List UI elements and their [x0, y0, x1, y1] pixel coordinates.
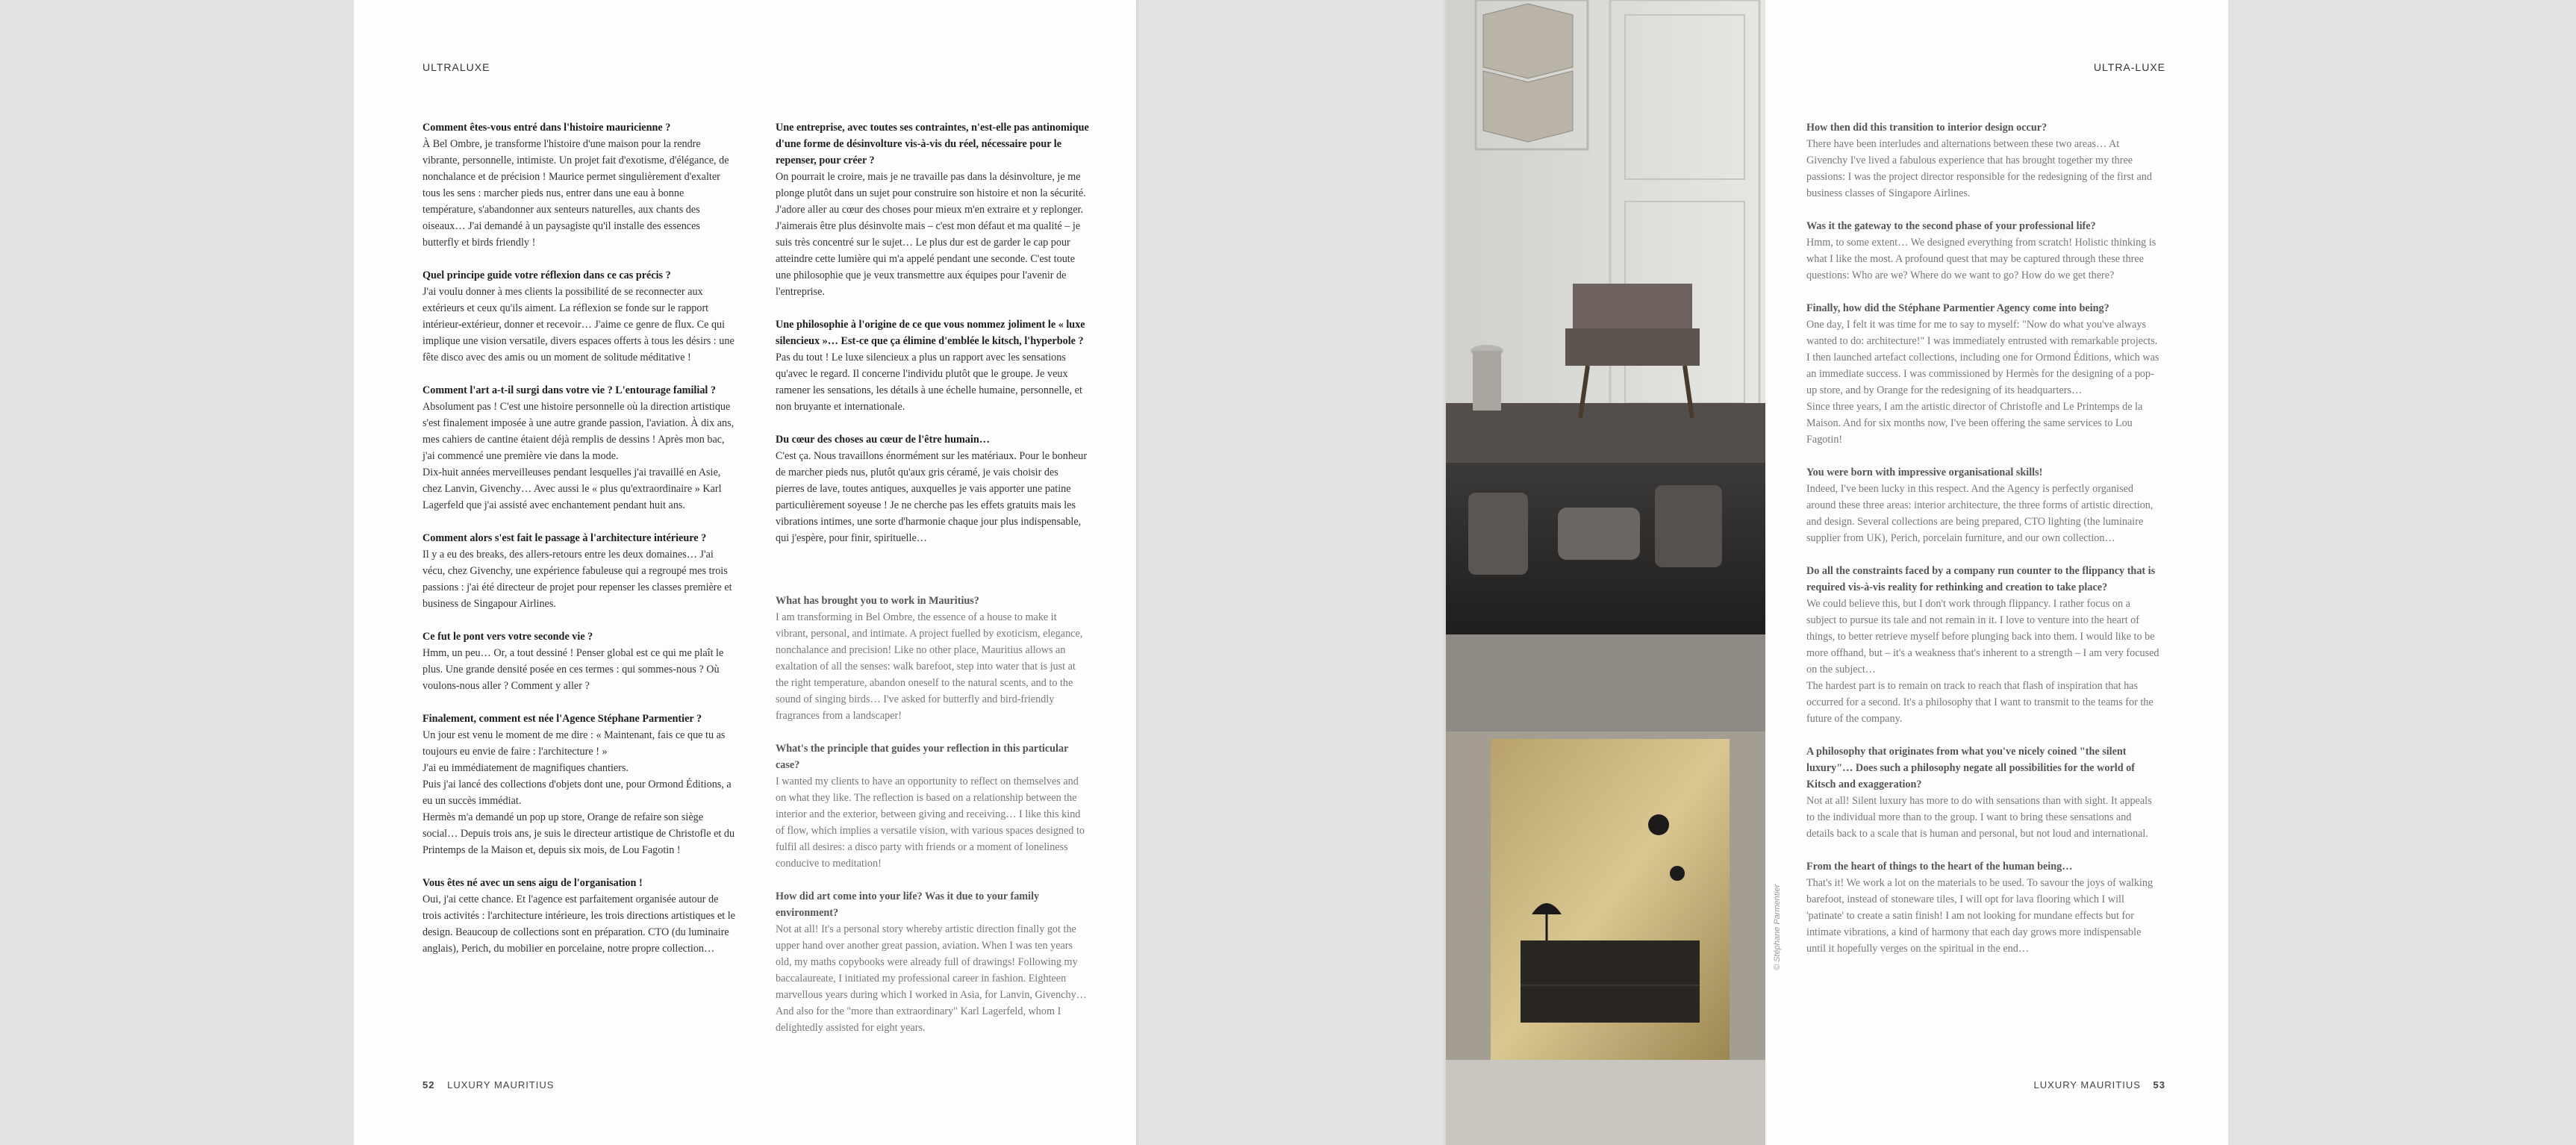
interview-block [1806, 300, 2161, 448]
interview-question: You were born with impressive organisational skills! [1806, 467, 2043, 478]
interview-block [776, 888, 1089, 1036]
interview-answer: Not at all! Silent luxury has more to do with sensations than with sight. It appeals to the individual more than to the group. I want to bring these sensations and details back to a scale that is human and personal, but not loud and international. [1806, 795, 2152, 840]
interview-block [1806, 464, 2161, 546]
interview-block [776, 593, 1089, 724]
interview-block [422, 267, 736, 366]
photo-credit: © Stéphane Parmentier [1773, 884, 1782, 970]
interview-block [422, 530, 736, 612]
interview-block [422, 119, 736, 251]
publication-name: LUXURY MAURITIUS [2033, 1079, 2141, 1091]
interview-question: From the heart of things to the heart of the human being… [1806, 861, 2073, 873]
interview-question: How then did this transition to interior design occur? [1806, 122, 2048, 134]
interview-question: Une entreprise, avec toutes ses contraintes, n'est-elle pas antinomique d'une forme de désinvolture vis-à-vis du réel, nécessaire pour le repenser, pour créer ? [776, 122, 1089, 166]
interview-question: A philosophy that originates from what you've nicely coined "the silent luxury"… Does such a philosophy negate all possibilities for the world of Kitsch and exaggeration? [1806, 746, 2135, 790]
interview-answer: Hmm, to some extent… We designed everything from scratch! Holistic thinking is what I like the most. A profound quest that may be captured through these three questions: Who are we? Where do we want to go? How do we get there? [1806, 237, 2156, 281]
interview-block [422, 382, 736, 514]
column-english-1 [776, 593, 1089, 1052]
interview-question: Finally, how did the Stéphane Parmentier Agency come into being? [1806, 302, 2109, 314]
folio [2034, 1079, 2165, 1091]
interview-answer: C'est ça. Nous travaillons énormément sur les matériaux. Pour le bonheur de marcher pieds nus, plutôt qu'aux gris céramé, je vais choisir des pierres de lave, toutes antiques, auxquelles je vais apporter une patine particulièrement soyeuse ! Je ne cherche pas les effets gratuits mais les vibrations intimes, une sorte d'harmonie chaque jour plus indispensable, qui j'espère, pour finir, spirituelle… [776, 450, 1088, 544]
interview-question: Was it the gateway to the second phase of your professional life? [1806, 220, 2096, 232]
interview-block [776, 431, 1089, 546]
interview-answer: Not at all! It's a personal story whereby artistic direction finally got the upper hand over another great passion, aviation. When I was ten years old, my maths copybooks were already full of drawings! Following my baccalaureate, I initiated my professional career in fashion. Eighteen marvellous years during which I worked in Asia, for Lanvin, Givenchy… And also for the "more than extraordinary" Karl Lagerfeld, whom I delightedly assisted for eight years. [776, 923, 1087, 1034]
interview-block [1806, 563, 2161, 727]
interview-question: Comment êtes-vous entré dans l'histoire mauricienne ? [422, 122, 671, 134]
interview-answer: J'ai voulu donner à mes clients la possibilité de se reconnecter aux extérieurs et ceux qu'ils aiment. La réflexion se fonde sur le rapport intérieur-extérieur, donner et recevoir… J'aime ce genre de flux. Ce qui implique une vision versatile, divers espaces offerts à tous les désirs : une fête disco avec des amis ou un moment de solitude méditative ! [422, 286, 735, 364]
interview-answer: À Bel Ombre, je transforme l'histoire d'une maison pour la rendre vibrante, personnelle, intimiste. Un projet fait d'exotisme, d'élégance, de nonchalance et de précision ! Maurice permet singulièrement d'exalter tous les sens : marcher pieds nus, entrer dans une eau à bonne température, s'abandonner aux senteurs naturelles, aux chants des oiseaux… J'ai demandé à un paysagiste qu'il installe des essences butterfly et birds friendly ! [422, 138, 729, 249]
interview-block [422, 875, 736, 957]
column-french-1 [422, 119, 736, 973]
running-head: ULTRALUXE [422, 61, 490, 73]
interview-answer: One day, I felt it was time for me to say to myself: "Now do what you've always wanted to do: architecture!" I was immediately entrusted with remarkable projects. I then launched artefact collections, including one for Ormond Éditions, which was an immediate success. I was commissioned by Hermès for the designing of a pop-up store, and by Orange for the redesigning of its headquarters… Since three years, I am the artistic director of Christofle and Le Printemps de la Maison. And for six months now, I've been offering the same services to Lou Fagotin! [1806, 319, 2159, 446]
interior-photo [1446, 0, 1765, 1145]
interview-question: Ce fut le pont vers votre seconde vie ? [422, 631, 593, 643]
interview-question: Une philosophie à l'origine de ce que vous nommez joliment le « luxe silencieux »… Est-ce que ça élimine d'emblée le kitsch, l'hyperbole ? [776, 319, 1085, 347]
interview-answer: Il y a eu des breaks, des allers-retours entre les deux domaines… J'ai vécu, chez Givenchy, une expérience fabuleuse qui a regroupé mes trois passions : j'ai été directeur de projet pour repenser les classes première et business de Singapour Airlines. [422, 549, 732, 610]
interview-question: Finalement, comment est née l'Agence Stéphane Parmentier ? [422, 713, 702, 725]
interview-question: What's the principle that guides your reflection in this particular case? [776, 743, 1069, 771]
interview-question: Do all the constraints faced by a company run counter to the flippancy that is required vis-à-vis reality for rethinking and creation to take place? [1806, 565, 2156, 593]
left-page [354, 0, 1136, 1145]
interview-answer: Un jour est venu le moment de me dire : « Maintenant, fais ce que tu as toujours eu envie de faire : l'architecture ! » J'ai eu immédiatement de magnifiques chantiers. Puis j'ai lancé des collections d'objets dont une, pour Ormond Éditions, a eu un succès immédiat. Hermès m'a demandé un pop up store, Orange de refaire son siège social… Depuis trois ans, je suis le directeur artistique de Christofle et du Printemps de la Maison et, depuis six mois, de Lou Fagotin ! [422, 729, 735, 856]
interview-block [422, 711, 736, 858]
interview-answer: I am transforming in Bel Ombre, the essence of a house to make it vibrant, personal, and intimate. A project fuelled by exoticism, elegance, nonchalance and precision! Like no other place, Mauritius allows an exaltation of all the senses: walk barefoot, step into water that is just at the right temperature, abandon oneself to the natural scents, and to the sound of singing birds… I've asked for butterfly and bird-friendly fragrances from a landscaper! [776, 611, 1083, 722]
running-head: ULTRA-LUXE [2093, 61, 2165, 73]
interview-answer: Oui, j'ai cette chance. Et l'agence est parfaitement organisée autour de trois activités : l'architecture intérieure, les trois directions artistiques et le design. Beaucoup de collections sont en préparation. CTO (du luminaire anglais), Perich, du mobilier en porcelaine, notre propre collection… [422, 893, 735, 955]
folio [422, 1079, 554, 1091]
page-number: 52 [422, 1079, 435, 1091]
interview-block [1806, 218, 2161, 284]
interview-answer: I wanted my clients to have an opportunity to reflect on themselves and on what they like. The reflection is based on a relationship between the interior and the exterior, between giving and receiving… I like this kind of flow, which implies a versatile vision, with various spaces designed to fulfil all desires: a disco party with friends or a moment of loneliness conducive to meditation! [776, 776, 1085, 870]
right-page [1446, 0, 2228, 1145]
interview-question: Comment l'art a-t-il surgi dans votre vie ? L'entourage familial ? [422, 384, 716, 396]
interview-answer: Hmm, un peu… Or, a tout dessiné ! Penser global est ce qui me plaît le plus. Une grande densité posée en ces termes : qui sommes-nous ? Où voulons-nous aller ? Comment y aller ? [422, 647, 724, 692]
column-english-2 [1806, 119, 2161, 973]
interview-block [776, 740, 1089, 872]
interview-answer: Pas du tout ! Le luxe silencieux a plus un rapport avec les sensations qu'avec le regard. Il concerne l'individu plutôt que le groupe. Je veux ramener les sensations, les détails à une échelle humaine, personnelle, et non bruyante et internationale. [776, 352, 1082, 413]
interview-answer: Indeed, I've been lucky in this respect. And the Agency is perfectly organised around these three areas: interior architecture, the three forms of artistic direction, and design. Several collections are being prepared, CTO lighting (the luminaire supplier from UK), Perich, porcelain furniture, and our own collection… [1806, 483, 2154, 544]
publication-name: LUXURY MAURITIUS [447, 1079, 555, 1091]
interview-block [1806, 119, 2161, 202]
page-number: 53 [2153, 1079, 2165, 1091]
interview-answer: We could believe this, but I don't work through flippancy. I rather focus on a subject to pursue its tale and not remain in it. I love to venture into the heart of things, to better retrieve myself before plunging back into them. I would like to be more offhand, but – it's a weakness that's inherent to a strength – I am very focused on the subject… The hardest part is to remain on track to reach that flash of inspiration that has occurred for a second. It's a philosophy that I want to transmit to the teams for the future of the company. [1806, 598, 2159, 725]
interview-question: Comment alors s'est fait le passage à l'architecture intérieure ? [422, 532, 707, 544]
interview-question: Du cœur des choses au cœur de l'être humain… [776, 434, 990, 446]
interview-block [776, 316, 1089, 415]
interview-answer: On pourrait le croire, mais je ne travaille pas dans la désinvolture, je me plonge plutôt dans un sujet pour construire son histoire et non la sécurité. J'adore aller au cœur des choses pour mieux m'en extraire et y replonger. J'aimerais être plus désinvolte mais – c'est mon défaut et ma qualité – je suis très concentré sur le sujet… Le plus dur est de garder le cap pour atteindre cette lumière qui m'a appelé pendant une seconde. C'est toute une philosophie que je veux transmettre aux équipes pour l'avenir de l'entreprise. [776, 171, 1086, 298]
interview-question: How did art come into your life? Was it due to your family environment? [776, 890, 1040, 919]
interview-question: What has brought you to work in Mauritius? [776, 595, 979, 607]
interview-block [1806, 743, 2161, 842]
interview-block [776, 119, 1089, 300]
interview-question: Quel principe guide votre réflexion dans ce cas précis ? [422, 269, 671, 281]
interview-block [1806, 858, 2161, 957]
interview-block [422, 628, 736, 694]
interview-answer: That's it! We work a lot on the materials to be used. To savour the joys of walking barefoot, instead of stoneware tiles, I will opt for lava flooring which I will 'patinate' to create a satin finish! I am not looking for mundane effects but for intimate vibrations, a kind of harmony that each day grows more indispensable until it hopefully verges on the spiritual in the end… [1806, 877, 2154, 955]
interview-answer: Absolument pas ! C'est une histoire personnelle où la direction artistique s'est finalement imposée à une autre grande passion, l'aviation. À dix ans, mes cahiers de cantine étaient déjà remplis de dessins ! Après mon bac, j'ai commencé une première vie dans la mode. Dix-huit années merveilleuses pendant lesquelles j'ai travaillé en Asie, chez Lanvin, Givenchy… Avec aussi le « plus qu'extraordinaire » Karl Lagerfeld que j'ai assisté avec enchantement pendant huit ans. [422, 401, 735, 511]
interview-question: Vous êtes né avec un sens aigu de l'organisation ! [422, 877, 643, 889]
interview-answer: There have been interludes and alternations between these two areas… At Givenchy I've lived a fabulous experience that has brought together my three passions: I was the project director responsible for the redesigning of the first and business classes of Singapore Airlines. [1806, 138, 2152, 199]
column-french-2 [776, 119, 1089, 563]
